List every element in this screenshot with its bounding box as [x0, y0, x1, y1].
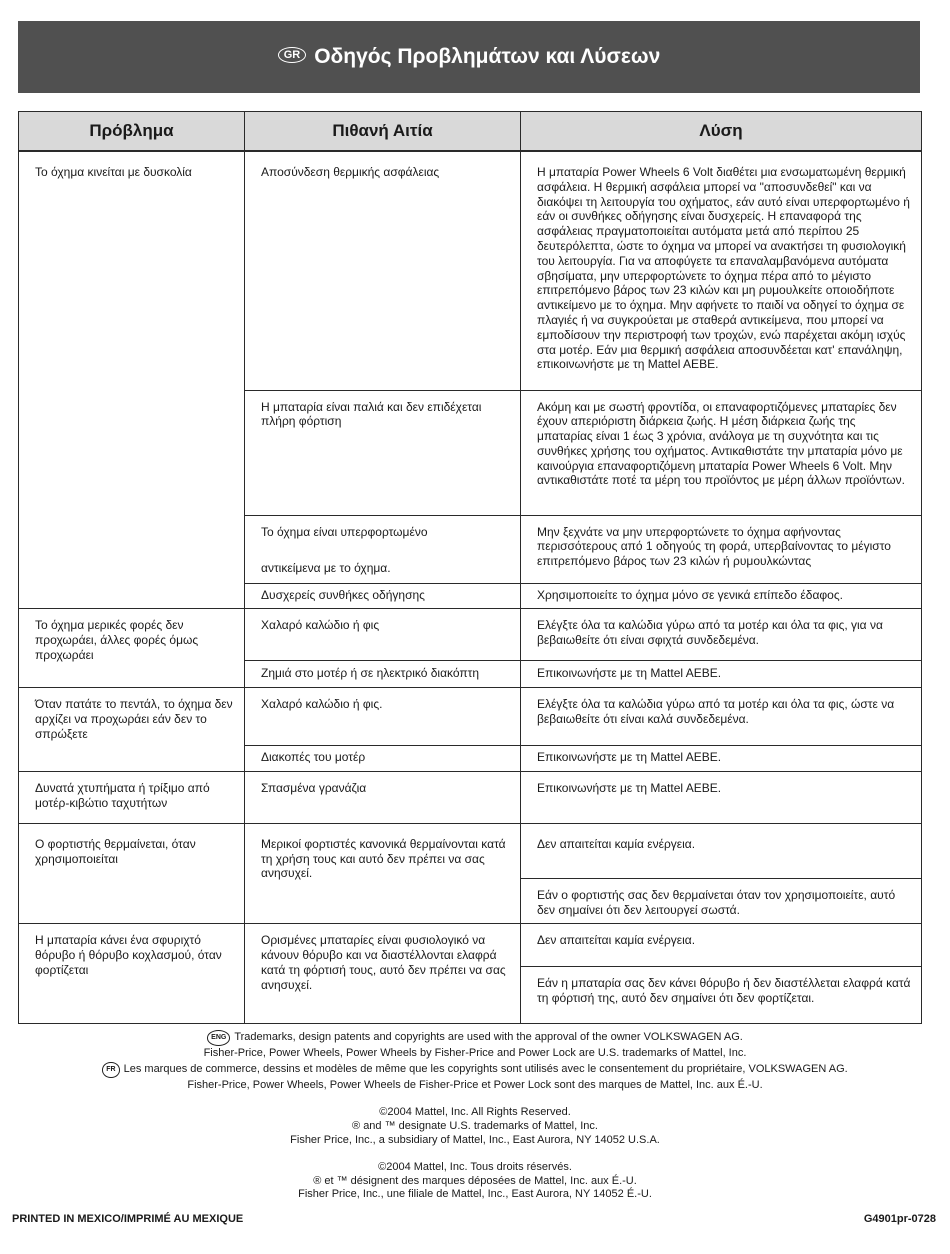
solution-cell: Ακόμη και με σωστή φροντίδα, οι επαναφορτιζόμενες μπαταρίες δεν έχουν απεριόριστη διάρκεια ζωής. Η μέση διάρκεια ζωής της μπαταρίας είναι 1 έως 3 χρόνια, ανάλογα με τη συχνότητα και τις συνθήκες χρήσης του οχήματος. Αντικαθιστάτε την μπαταρία μόνο με καινούργια επαναφορτιζόμενη μπαταρία Power Wheels 6 Volt. Μην αντικαθιστάτε ποτέ τα μέρη του προϊόντος με μέρη άλλων προϊόντων. — [521, 390, 922, 515]
language-badge-gr: GR — [278, 47, 307, 63]
cause-cell — [245, 515, 521, 583]
copyright-line-en: Fisher Price, Inc., a subsidiary of Mattel, Inc., East Aurora, NY 14052 U.S.A. — [290, 1133, 660, 1146]
copyright-line-en: ©2004 Mattel, Inc. All Rights Reserved. — [379, 1106, 571, 1119]
product-code: G4901pr-0728 — [863, 1213, 936, 1225]
problem-cell: Το όχημα κινείται με δυσκολία — [19, 151, 245, 609]
cause-cell: Ζημιά στο μοτέρ ή σε ηλεκτρικό διακόπτη — [245, 661, 521, 688]
solution-cell: Μην ξεχνάτε να μην υπερφορτώνετε το όχημα αφήνοντας περισσότερους από 1 οδηγούς τη φορά, υπερβαίνοντας το μέγιστο επιτρεπόμενο βάρος των 23 κιλών ή ρυμουλκώντας — [521, 515, 922, 583]
table-row — [19, 688, 922, 746]
solution-cell: Εάν ο φορτιστής σας δεν θερμαίνεται όταν τον χρησιμοποιείτε, αυτό δεν σημαίνει ότι δεν λειτουργεί σωστά. — [521, 878, 922, 924]
solution-cell: Επικοινωνήστε με τη Mattel AEBE. — [521, 661, 922, 688]
cause-cell: Διακοπές του μοτέρ — [245, 746, 521, 772]
cause-cell: Δυσχερείς συνθήκες οδήγησης — [245, 583, 521, 609]
solution-cell: Η μπαταρία Power Wheels 6 Volt διαθέτει μια ενσωματωμένη θερμική ασφάλεια. Η θερμική ασφάλεια μπορεί να "αποσυνδεθεί" και να διακόψει τη λειτουργία του οχήματος, εάν αυτό είναι υπερφορτωμένο ή εάν οι συνθήκες οδήγησης είναι δυσχερείς. Η επαναφορά της ασφάλειας πραγματοποιείται αυτόματα μετά από περίπου 25 δευτερόλεπτα, ώστε το όχημα να μπορεί να ανακτήσει τη φυσιολογική του λειτουργία. Για να αποφύγετε τα επαναλαμβανόμενα αυτόματα σβησίματα, μην υπερφορτώνετε το όχημα πέρα από το μέγιστο επιτρεπόμενο βάρος των 23 κιλών και μη ρυμουλκείτε οποιοδήποτε αντικείμενο με το όχημα. Μην αφήνετε το παιδί να οδηγεί το όχημα σε πλαγιές ή να συγκρούεται με σταθερά αντικείμενα, που μπορεί να εμποδίσουν την περιστροφή των τροχών, ενώ παρέχεται ακόμη ισχύς στα μοτέρ. Εάν μια θερμική ασφάλεια αποσυνδέεται κατ' επανάληψη, επικοινωνήστε με τη Mattel AEBE. — [521, 151, 922, 390]
column-header-cause: Πιθανή Αιτία — [245, 112, 521, 152]
cause-cell: Η μπαταρία είναι παλιά και δεν επιδέχεται πλήρη φόρτιση — [245, 390, 521, 515]
column-header-problem: Πρόβλημα — [19, 112, 245, 152]
solution-cell: Ελέγξτε όλα τα καλώδια γύρω από τα μοτέρ και όλα τα φις, για να βεβαιωθείτε ότι είναι σφιχτά συνδεδεμένα. — [521, 609, 922, 661]
solution-cell: Δεν απαιτείται καμία ενέργεια. — [521, 823, 922, 878]
cause-text-line: Το όχημα είναι υπερφορτωμένο — [261, 524, 428, 539]
solution-cell: Χρησιμοποιείτε το όχημα μόνο σε γενικά επίπεδο έδαφος. — [521, 583, 922, 609]
cause-cell: Μερικοί φορτιστές κανονικά θερμαίνονται κατά τη χρήση τους και αυτό δεν πρέπει να σας ανησυχεί. — [245, 823, 521, 924]
solution-cell: Επικοινωνήστε με τη Mattel AEBE. — [521, 771, 922, 823]
solution-cell: Επικοινωνήστε με τη Mattel AEBE. — [521, 746, 922, 772]
language-badge-fr: FR — [102, 1062, 119, 1078]
table-row — [19, 924, 922, 967]
trademark-notice-en-2: Fisher-Price, Power Wheels, Power Wheels by Fisher-Price and Power Lock are U.S. trademarks of Mattel, Inc. — [203, 1046, 747, 1059]
cause-cell: Χαλαρό καλώδιο ή φις. — [245, 688, 521, 746]
problem-cell: Το όχημα μερικές φορές δεν προχωράει, άλλες φορές όμως προχωράει — [19, 609, 245, 688]
solution-cell: Δεν απαιτείται καμία ενέργεια. — [521, 924, 922, 967]
cause-cell: Χαλαρό καλώδιο ή φις — [245, 609, 521, 661]
solution-cell: Ελέγξτε όλα τα καλώδια γύρω από τα μοτέρ και όλα τα φις, ώστε να βεβαιωθείτε ότι είναι καλά συνδεδεμένα. — [521, 688, 922, 746]
troubleshooting-table — [18, 111, 922, 1024]
copyright-line-fr: Fisher Price, Inc., une filiale de Mattel, Inc., East Aurora, NY 14052 É.-U. — [298, 1188, 652, 1201]
table-header-row — [19, 112, 922, 152]
cause-cell: Αποσύνδεση θερμικής ασφάλειας — [245, 151, 521, 390]
trademark-notice-fr: FR Les marques de commerce, dessins et modèles de même que les copyrights sont utilisés avec le consentement du propriétaire, VOLKSWAGEN AG. — [0, 1063, 950, 1079]
problem-cell: Όταν πατάτε το πεντάλ, το όχημα δεν αρχίζει να προχωράει εάν δεν το σπρώξετε — [19, 688, 245, 772]
copyright-line-fr: ® et ™ désignent des marques déposées de Mattel, Inc. aux É.-U. — [313, 1174, 637, 1187]
cause-text-line: αντικείμενα με το όχημα. — [261, 561, 391, 576]
page-title: Οδηγός Προβλημάτων και Λύσεων — [314, 45, 661, 68]
copyright-line-en: ® and ™ designate U.S. trademarks of Mattel, Inc. — [352, 1119, 598, 1132]
table-row — [19, 771, 922, 823]
table-row — [19, 151, 922, 390]
problem-cell: Δυνατά χτυπήματα ή τρίξιμο από μοτέρ-κιβώτιο ταχυτήτων — [19, 771, 245, 823]
trademark-notice-fr-2: Fisher-Price, Power Wheels, Power Wheels de Fisher-Price et Power Lock sont des marques de Mattel, Inc. aux É.-U. — [187, 1078, 763, 1091]
problem-cell: Ο φορτιστής θερμαίνεται, όταν χρησιμοποιείται — [19, 823, 245, 924]
trademark-notice-en: ENG Trademarks, design patents and copyrights are used with the approval of the owner VOLKSWAGEN AG. — [0, 1031, 950, 1047]
language-badge-eng: ENG — [207, 1030, 230, 1046]
legal-footer — [0, 1031, 950, 1202]
page-header — [18, 21, 920, 93]
problem-cell: Η μπαταρία κάνει ένα σφυριχτό θόρυβο ή θόρυβο κοχλασμού, όταν φορτίζεται — [19, 924, 245, 1024]
table-row — [19, 609, 922, 661]
column-header-solution: Λύση — [521, 112, 922, 152]
solution-cell: Εάν η μπαταρία σας δεν κάνει θόρυβο ή δεν διαστέλλεται ελαφρά κατά τη φόρτισή της, αυτό δεν σημαίνει ότι δεν φορτίζεται. — [521, 967, 922, 1024]
printed-in-notice: PRINTED IN MEXICO/IMPRIMÉ AU MEXIQUE — [12, 1213, 244, 1225]
copyright-line-fr: ©2004 Mattel, Inc. Tous droits réservés. — [378, 1161, 572, 1174]
cause-cell: Ορισμένες μπαταρίες είναι φυσιολογικό να κάνουν θόρυβο και να διαστέλλονται ελαφρά κατά τη φόρτισή τους, αυτό δεν πρέπει να σας ανησυχεί. — [245, 924, 521, 1024]
cause-cell: Σπασμένα γρανάζια — [245, 771, 521, 823]
table-row — [19, 823, 922, 878]
